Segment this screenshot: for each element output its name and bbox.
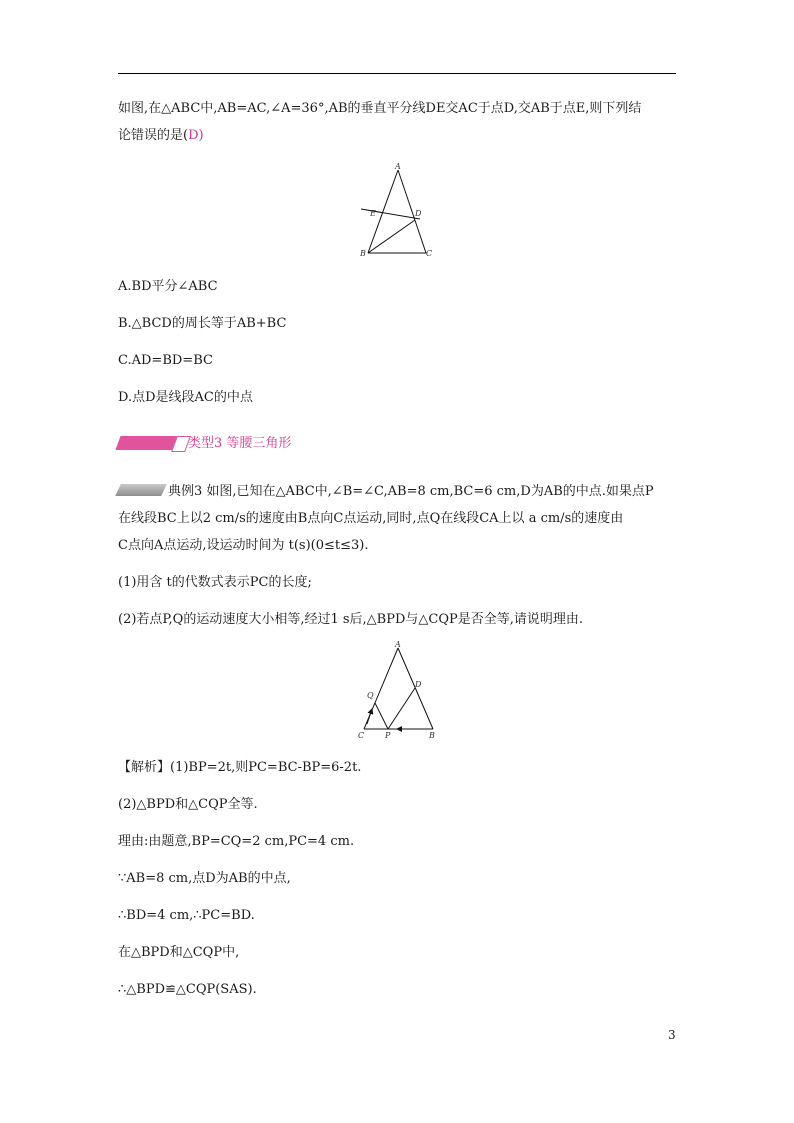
label-b: B [429, 731, 435, 740]
example-line-1: 典例3 如图,已知在△ABC中,∠B=∠C,AB=8 cm,BC=6 cm,D为AB的中点.如果点P [118, 478, 678, 505]
label-c: C [358, 731, 365, 740]
header-rule [118, 73, 676, 74]
label-d: D [415, 209, 422, 218]
solution-line: ∴△BPD≌△CQP(SAS). [118, 982, 257, 997]
page-number: 3 [668, 1028, 676, 1042]
options-list [118, 273, 678, 411]
label-p: P [385, 731, 391, 740]
label-q: Q [367, 691, 374, 700]
example-line-2: 在线段BC上以2 cm/s的速度由B点向C点运动,同时,点Q在线段CA上以 a cm/s的速度由 [118, 511, 624, 526]
solution-line: ∵AB=8 cm,点D为AB的中点, [118, 871, 291, 886]
side-ac [398, 170, 426, 253]
label-c: C [426, 249, 433, 258]
example-badge-icon [115, 484, 167, 496]
triangle-figure-1 [355, 160, 435, 260]
example-line-3: C点向A点运动,设运动时间为 t(s)(0≤t≤3). [118, 538, 369, 553]
segment-bd [368, 220, 415, 253]
solution-line: 【解析】(1)BP=2t,则PC=BC-BP=6-2t. [118, 760, 362, 775]
section-banner [118, 434, 418, 454]
solution-block [118, 754, 678, 1003]
solution-line: (2)△BPD和△CQP全等. [118, 797, 258, 812]
label-a: A [395, 640, 401, 649]
problem-block [118, 95, 678, 149]
label-a: A [395, 162, 401, 171]
label-e: E [370, 209, 376, 218]
problem-line-1: 如图,在△ABC中,AB=AC,∠A=36°,AB的垂直平分线DE交AC于点D,交AB于点E,则下列结 [118, 101, 642, 116]
label-d: D [415, 680, 422, 689]
solution-line: 在△BPD和△CQP中, [118, 945, 240, 960]
option-c: C.AD=BD=BC [118, 353, 213, 368]
example-block [118, 478, 678, 633]
answer-choice: D [188, 128, 199, 143]
segment-pd [388, 688, 415, 729]
solution-line: 理由:由题意,BP=CQ=2 cm,PC=4 cm. [118, 834, 355, 849]
solution-line: ∴BD=4 cm,∴PC=BD. [118, 908, 255, 923]
segment-qp [375, 703, 388, 729]
question-1: (1)用含 t的代数式表示PC的长度; [118, 575, 312, 590]
question-2: (2)若点P,Q的运动速度大小相等,经过1 s后,△BPD与△CQP是否全等,请说明理由. [118, 612, 583, 627]
triangle-figure-2 [355, 638, 445, 742]
option-d: D.点D是线段AC的中点 [118, 390, 253, 405]
problem-line-2: 论错误的是(D) [118, 128, 204, 143]
section-title: 类型3 等腰三角形 [188, 436, 292, 451]
label-b: B [360, 249, 366, 258]
option-a: A.BD平分∠ABC [118, 279, 218, 294]
arrow-q-direction [367, 709, 372, 724]
option-b: B.△BCD的周长等于AB+BC [118, 316, 287, 331]
